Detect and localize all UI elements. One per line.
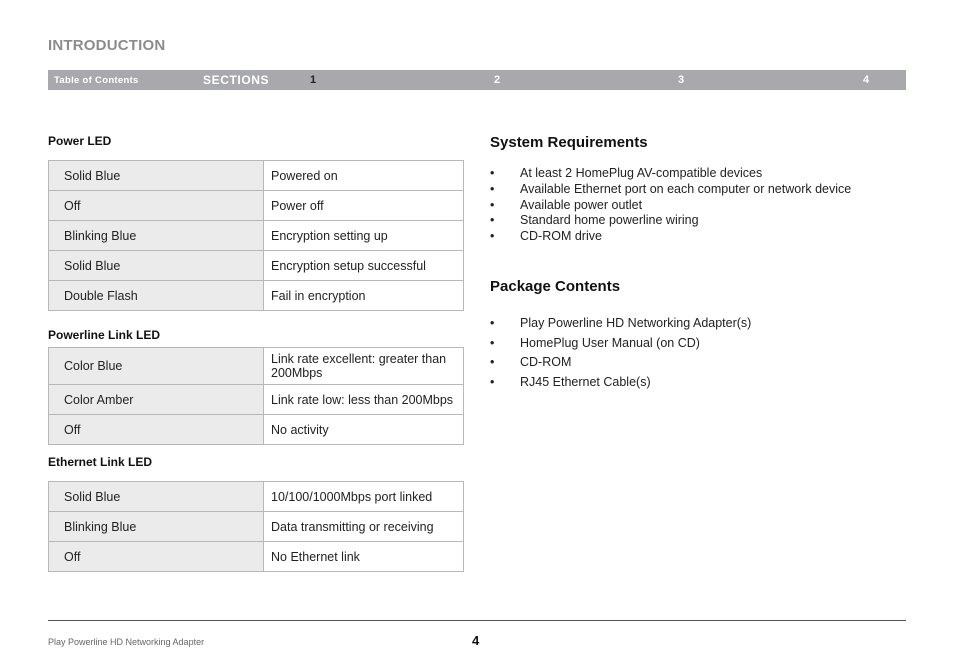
bullet-icon: •	[490, 335, 495, 350]
section-nav-bar	[48, 70, 906, 90]
package-contents-list	[490, 314, 751, 392]
footer-divider	[48, 620, 906, 621]
led-meaning-cell: Link rate excellent: greater than 200Mbps	[264, 348, 464, 385]
list-item-text: At least 2 HomePlug AV-compatible devices	[520, 166, 763, 180]
list-item	[490, 213, 851, 229]
led-state-cell: Double Flash	[49, 281, 264, 311]
list-item	[490, 353, 751, 373]
list-item	[490, 198, 851, 214]
powerline-link-led-table	[48, 347, 464, 445]
section-link-1[interactable]: 1	[310, 74, 317, 86]
bullet-icon: •	[490, 213, 495, 228]
list-item-text: Available Ethernet port on each computer or network device	[520, 181, 852, 196]
led-meaning-cell: Link rate low: less than 200Mbps	[264, 385, 464, 415]
led-state-cell: Off	[49, 415, 264, 445]
section-link-2[interactable]: 2	[494, 74, 501, 86]
led-meaning-cell: Power off	[264, 191, 464, 221]
list-item	[490, 314, 751, 334]
table-row	[49, 221, 464, 251]
led-state-cell: Off	[49, 542, 264, 572]
led-state-cell: Blinking Blue	[49, 512, 264, 542]
power-led-heading: Power LED	[48, 134, 112, 148]
led-state-cell: Solid Blue	[49, 482, 264, 512]
led-state-cell: Color Amber	[49, 385, 264, 415]
powerline-link-led-heading: Powerline Link LED	[48, 328, 161, 342]
led-meaning-cell: No activity	[264, 415, 464, 445]
bullet-icon: •	[490, 181, 495, 196]
table-row	[49, 385, 464, 415]
table-row	[49, 542, 464, 572]
sections-label: SECTIONS	[203, 73, 270, 87]
led-state-cell: Solid Blue	[49, 161, 264, 191]
power-led-table	[48, 160, 464, 311]
led-meaning-cell: Fail in encryption	[264, 281, 464, 311]
ethernet-link-led-heading: Ethernet Link LED	[48, 455, 153, 469]
bullet-icon: •	[490, 229, 495, 244]
page-header-title: INTRODUCTION	[48, 37, 166, 54]
led-meaning-cell: Encryption setting up	[264, 221, 464, 251]
list-item	[490, 334, 751, 354]
package-contents-heading: Package Contents	[490, 278, 621, 295]
led-state-cell: Color Blue	[49, 348, 264, 385]
table-row	[49, 191, 464, 221]
led-meaning-cell: Encryption setup successful	[264, 251, 464, 281]
list-item-text: Play Powerline HD Networking Adapter(s)	[520, 316, 752, 330]
section-link-3[interactable]: 3	[678, 74, 685, 86]
list-item-text: CD-ROM	[520, 355, 572, 369]
table-row	[49, 415, 464, 445]
ethernet-link-led-table	[48, 481, 464, 572]
led-meaning-cell: 10/100/1000Mbps port linked	[264, 482, 464, 512]
table-row	[49, 281, 464, 311]
led-meaning-cell: Powered on	[264, 161, 464, 191]
led-meaning-cell: Data transmitting or receiving	[264, 512, 464, 542]
list-item-text: Available power outlet	[520, 197, 643, 212]
led-state-cell: Blinking Blue	[49, 221, 264, 251]
system-requirements-heading: System Requirements	[490, 134, 648, 151]
section-link-4[interactable]: 4	[863, 74, 870, 86]
list-item-text: HomePlug User Manual (on CD)	[520, 335, 700, 350]
table-row	[49, 161, 464, 191]
list-item	[490, 373, 751, 393]
table-row	[49, 512, 464, 542]
list-item	[490, 229, 851, 245]
list-item	[490, 182, 851, 198]
table-of-contents-link[interactable]: Table of Contents	[54, 75, 139, 86]
led-meaning-cell: No Ethernet link	[264, 542, 464, 572]
led-state-cell: Solid Blue	[49, 251, 264, 281]
list-item-text: CD-ROM drive	[520, 229, 602, 244]
bullet-icon: •	[490, 374, 495, 389]
table-row	[49, 482, 464, 512]
table-row	[49, 251, 464, 281]
bullet-icon: •	[490, 166, 495, 180]
bullet-icon: •	[490, 197, 495, 212]
led-state-cell: Off	[49, 191, 264, 221]
table-row	[49, 348, 464, 385]
list-item-text: Standard home powerline wiring	[520, 213, 699, 228]
footer-product-name: Play Powerline HD Networking Adapter	[48, 637, 205, 647]
bullet-icon: •	[490, 355, 495, 369]
list-item-text: RJ45 Ethernet Cable(s)	[520, 374, 651, 389]
system-requirements-list	[490, 166, 851, 245]
page-number: 4	[472, 633, 480, 648]
list-item	[490, 166, 851, 182]
bullet-icon: •	[490, 316, 495, 330]
